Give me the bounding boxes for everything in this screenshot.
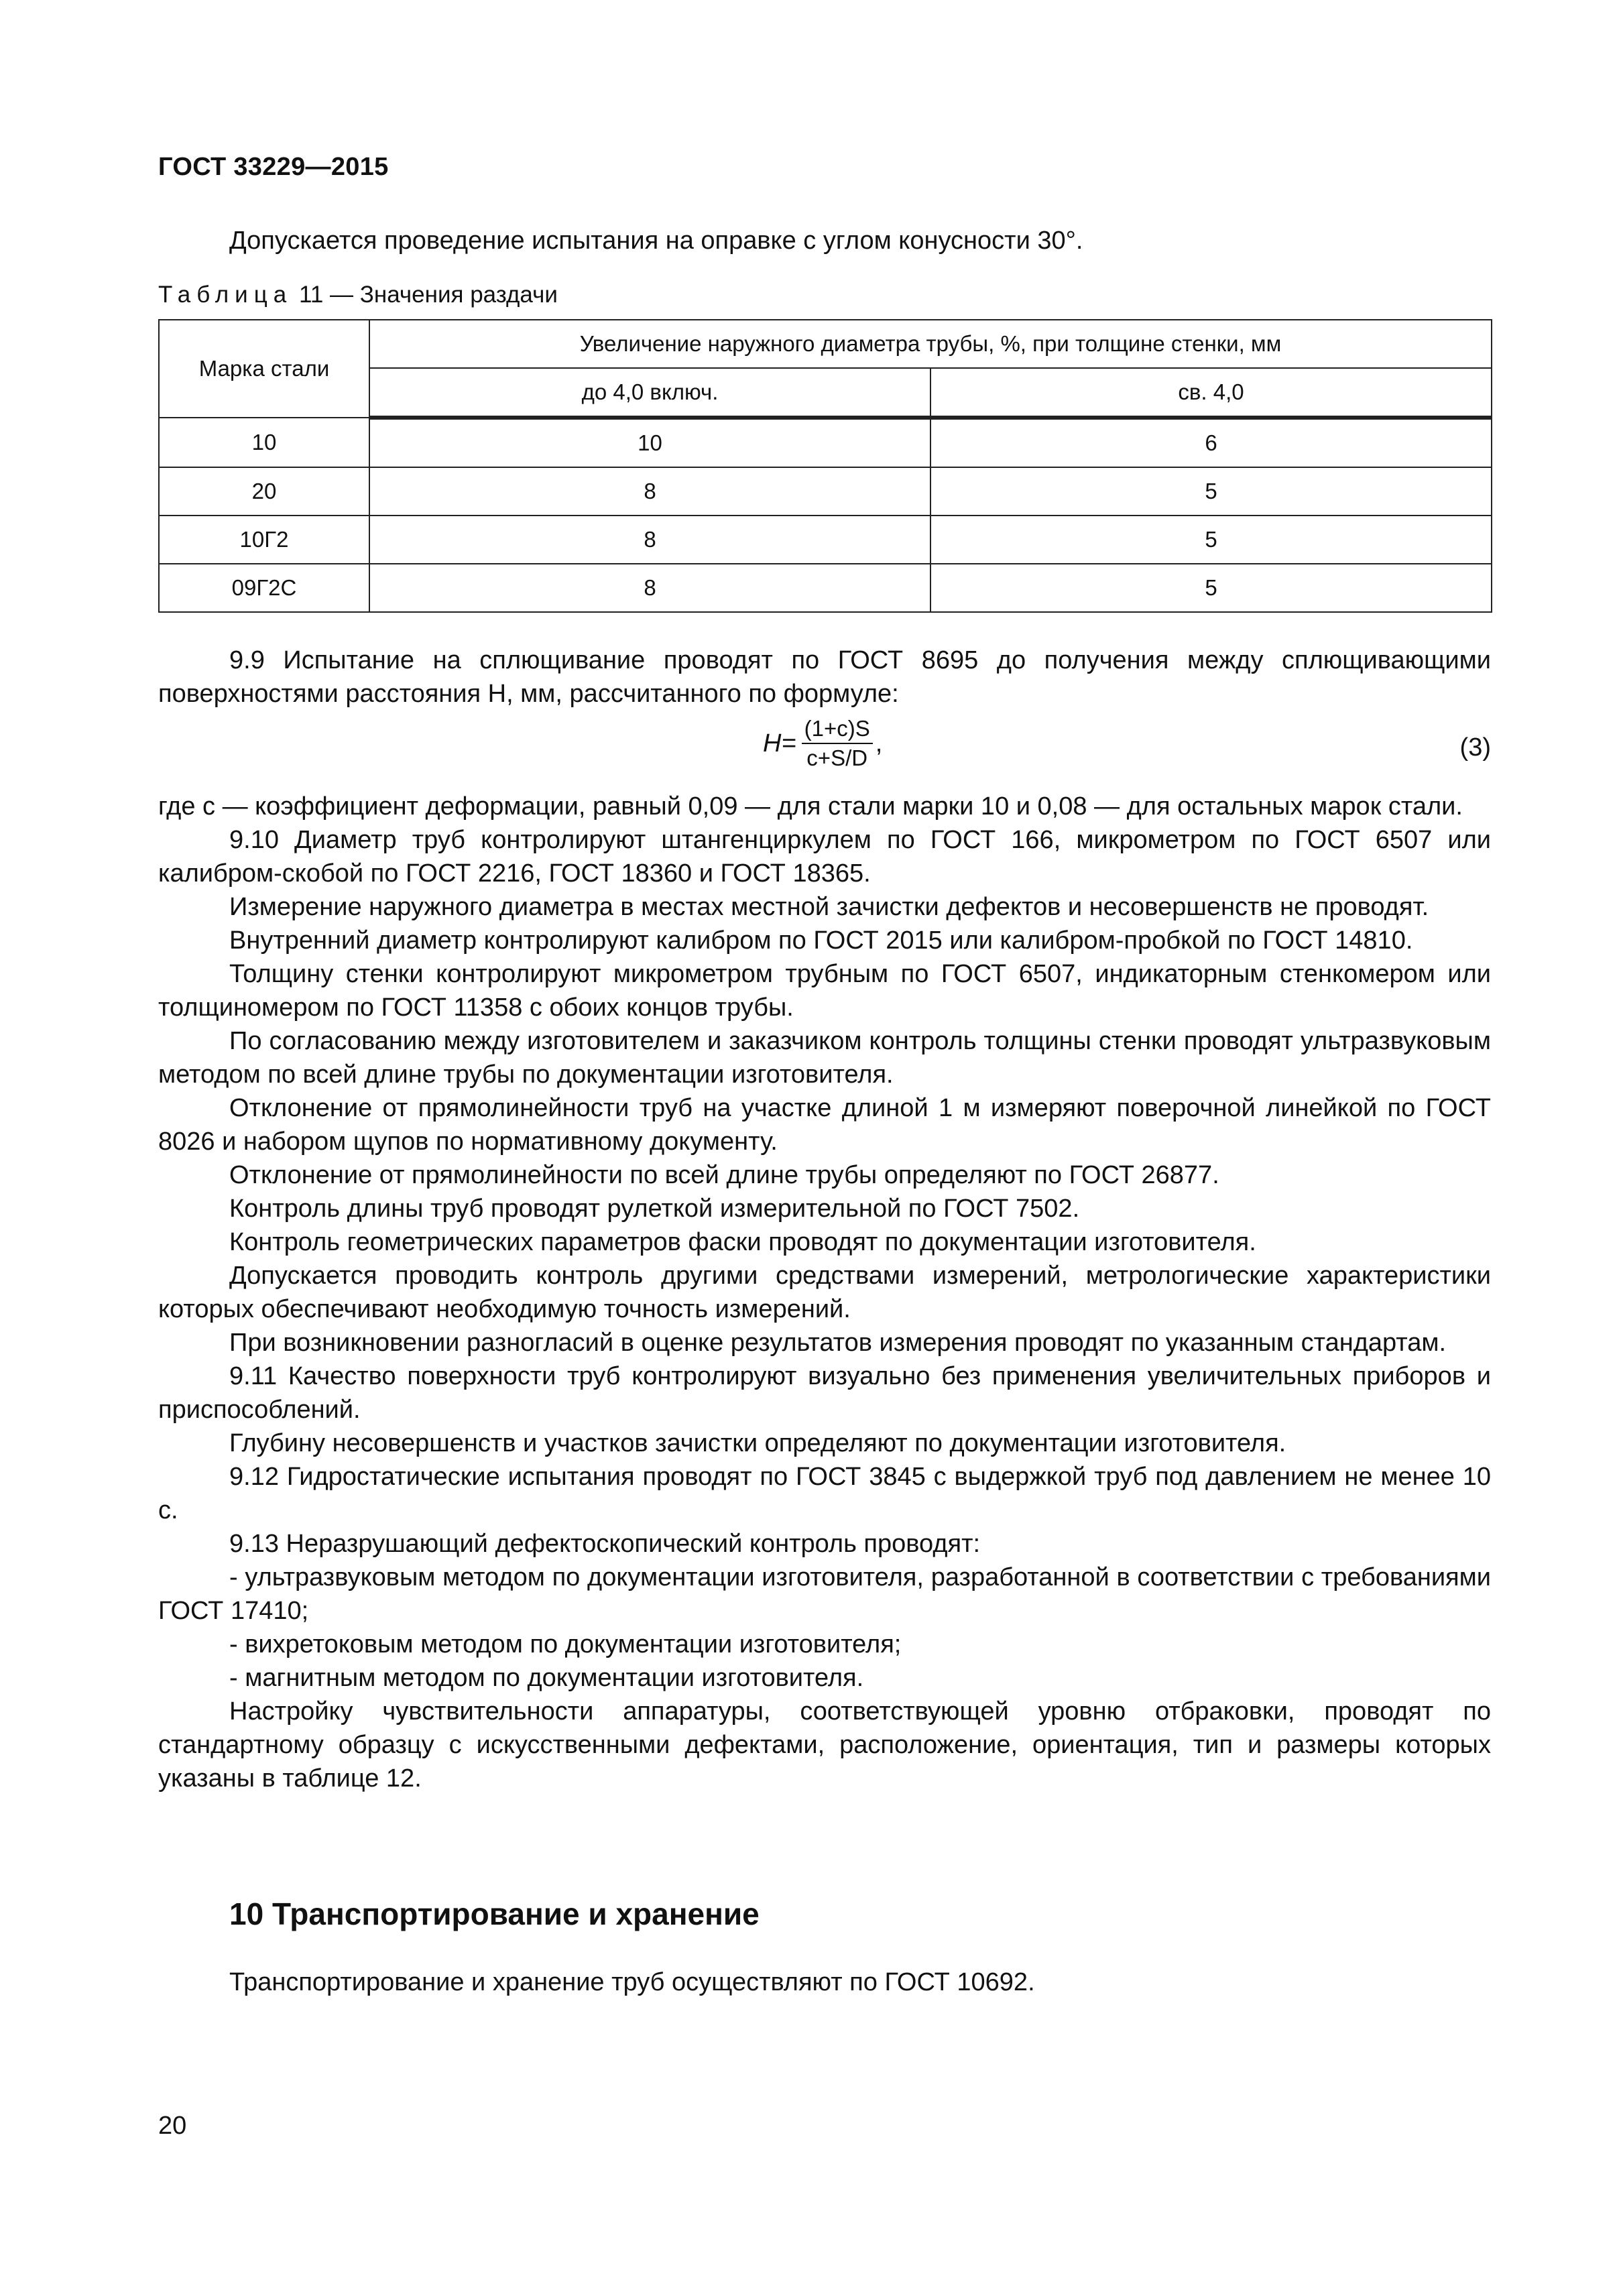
formula-numerator: (1+c)S [804, 716, 870, 741]
cell-grade: 10 [159, 418, 369, 467]
cell-grade: 09Г2С [159, 564, 369, 612]
cell-up-to-4: 10 [369, 418, 930, 467]
formula-number: (3) [1459, 733, 1491, 762]
paragraph: Отклонение от прямолинейности по всей длине трубы определяют по ГОСТ 26877. [229, 1161, 1219, 1189]
table-caption [158, 282, 558, 308]
paragraph: Измерение наружного диаметра в местах местной зачистки дефектов и несовершенств не проводят. [229, 893, 1429, 921]
paragraph: 9.12 Гидростатические испытания проводят по ГОСТ 3845 с выдержкой труб под давлением не менее 10 с. [158, 1463, 1491, 1524]
cell-over-4: 5 [930, 516, 1492, 564]
formula-where: где c — коэффициент деформации, равный 0,09 — для стали марки 10 и 0,08 — для остальных марок стали. [158, 792, 1463, 821]
list-item: - вихретоковым методом по документации изготовителя; [229, 1630, 902, 1658]
paragraph: Допускается проводить контроль другими средствами измерений, метрологические характеристики которых обеспечивают необходимую точность измерений. [158, 1262, 1491, 1323]
paragraph: Внутренний диаметр контролируют калибром по ГОСТ 2015 или калибром-пробкой по ГОСТ 14810. [229, 926, 1413, 955]
formula-denominator: c+S/D [806, 745, 868, 770]
paragraph: При возникновении разногласий в оценке результатов измерения проводят по указанным стандартам. [229, 1329, 1447, 1357]
paragraph: 9.10 Диаметр труб контролируют штангенциркулем по ГОСТ 166, микрометром по ГОСТ 6507 или калибром-скобой по ГОСТ 2216, ГОСТ 18360 и ГОСТ 18365. [158, 826, 1491, 888]
intro-paragraph: Допускается проведение испытания на оправке с углом конусности 30°. [229, 227, 1083, 255]
table-row [159, 467, 1492, 516]
table-caption-word: Таблица [158, 282, 293, 308]
paragraph: По согласованию между изготовителем и заказчиком контроль толщины стенки проводят ультразвуковым методом по всей длине трубы по документации изготовителя. [158, 1027, 1491, 1089]
list-item: - ультразвуковым методом по документации изготовителя, разработанной в соответствии с требованиями ГОСТ 17410; [158, 1563, 1491, 1625]
section-title: 10 Транспортирование и хранение [229, 1896, 760, 1931]
cell-grade: 20 [159, 467, 369, 516]
cell-up-to-4: 8 [369, 564, 930, 612]
paragraph: 9.13 Неразрушающий дефектоскопический контроль проводят: [229, 1530, 981, 1558]
flattening-formula [763, 715, 882, 772]
formula-lhs: H= [763, 729, 796, 758]
header-steel-grade: Марка стали [159, 320, 369, 418]
formula-block [158, 711, 1491, 790]
table-caption-number: 11 [298, 282, 324, 308]
paragraph: Толщину стенки контролируют микрометром трубным по ГОСТ 6507, индикаторным стенкомером или толщиномером по ГОСТ 11358 с обоих концов трубы. [158, 960, 1491, 1022]
body-text [158, 644, 1491, 1795]
list-item: - магнитным методом по документации изготовителя. [229, 1664, 864, 1692]
table-row [159, 516, 1492, 564]
table-row [159, 564, 1492, 612]
cell-up-to-4: 8 [369, 467, 930, 516]
page-number: 20 [158, 2112, 187, 2140]
header-over-4: св. 4,0 [930, 368, 1492, 418]
paragraph: Контроль геометрических параметров фаски проводят по документации изготовителя. [229, 1228, 1256, 1256]
table-caption-title: — Значения раздачи [330, 282, 558, 308]
paragraph: 9.11 Качество поверхности труб контролируют визуально без применения увеличительных приборов и приспособлений. [158, 1362, 1491, 1424]
cell-over-4: 6 [930, 418, 1492, 467]
header-diameter-increase: Увеличение наружного диаметра трубы, %, при толщине стенки, мм [369, 320, 1492, 368]
cell-over-4: 5 [930, 564, 1492, 612]
cell-over-4: 5 [930, 467, 1492, 516]
formula-tail: , [875, 729, 883, 758]
paragraph: Настройку чувствительности аппаратуры, соответствующей уровню отбраковки, проводят по стандартному образцу с искусственными дефектами, расположение, ориентация, тип и размеры которых указаны в таблице 12. [158, 1697, 1491, 1793]
table-row [159, 418, 1492, 467]
section-text: Транспортирование и хранение труб осуществляют по ГОСТ 10692. [229, 1968, 1035, 1996]
cell-up-to-4: 8 [369, 516, 930, 564]
formula-fraction [802, 715, 873, 772]
header-up-to-4: до 4,0 включ. [369, 368, 930, 418]
paragraph: Отклонение от прямолинейности труб на участке длиной 1 м измеряют поверочной линейкой по ГОСТ 8026 и набором щупов по нормативному документу. [158, 1094, 1491, 1156]
document-header: ГОСТ 33229—2015 [158, 153, 389, 181]
paragraph: Контроль длины труб проводят рулеткой измерительной по ГОСТ 7502. [229, 1195, 1080, 1223]
paragraph: Глубину несовершенств и участков зачистки определяют по документации изготовителя. [229, 1429, 1286, 1457]
expansion-table [158, 319, 1492, 613]
paragraph-9-9: 9.9 Испытание на сплющивание проводят по ГОСТ 8695 до получения между сплющивающими поверхностями расстояния H, мм, рассчитанного по формуле: [158, 646, 1491, 708]
cell-grade: 10Г2 [159, 516, 369, 564]
